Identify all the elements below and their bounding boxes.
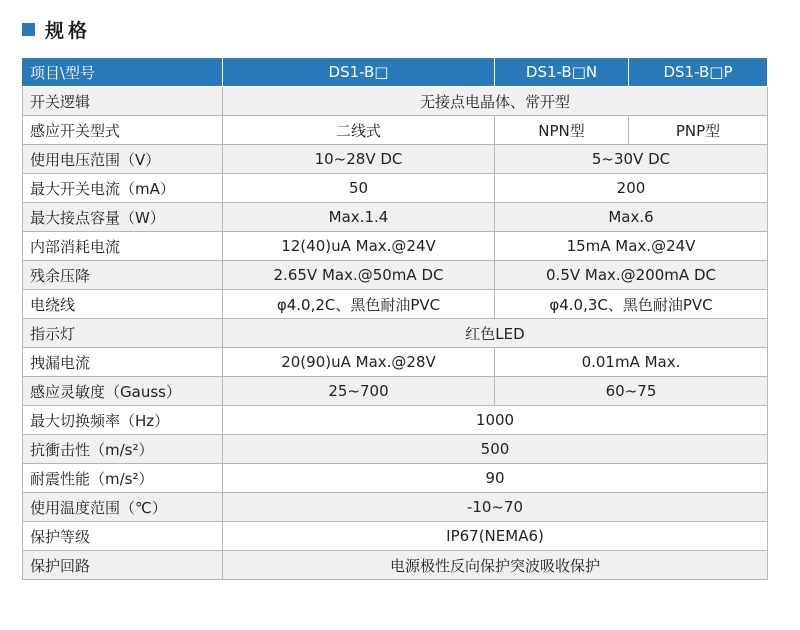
row-label: 感应灵敏度（Gauss）: [23, 377, 223, 406]
row-label: 指示灯: [23, 319, 223, 348]
row-label: 感应开关型式: [23, 116, 223, 145]
section-title: 规格: [45, 19, 92, 42]
row-label: 开关逻辑: [23, 87, 223, 116]
row-value: IP67(NEMA6): [223, 522, 768, 551]
row-label: 最大切换频率（Hz）: [23, 406, 223, 435]
row-label: 耐震性能（m/s²）: [23, 464, 223, 493]
row-value: 25~700: [223, 377, 495, 406]
row-label: 抗衝击性（m/s²）: [23, 435, 223, 464]
row-label: 内部消耗电流: [23, 232, 223, 261]
row-value: 20(90)uA Max.@28V: [223, 348, 495, 377]
row-value: -10~70: [223, 493, 768, 522]
row-label: 保护回路: [23, 551, 223, 580]
row-value: Max.1.4: [223, 203, 495, 232]
row-value: 10~28V DC: [223, 145, 495, 174]
table-row: [23, 290, 768, 319]
title-square-icon: [22, 23, 35, 36]
row-value: 15mA Max.@24V: [495, 232, 768, 261]
table-row: [23, 261, 768, 290]
row-value: 12(40)uA Max.@24V: [223, 232, 495, 261]
row-value: 5~30V DC: [495, 145, 768, 174]
row-value: φ4.0,3C、黑色耐油PVC: [495, 290, 768, 319]
table-row: [23, 319, 768, 348]
row-value: Max.6: [495, 203, 768, 232]
table-row: [23, 145, 768, 174]
table-row: [23, 174, 768, 203]
table-row: [23, 435, 768, 464]
row-label: 保护等级: [23, 522, 223, 551]
row-value: 90: [223, 464, 768, 493]
row-label: 最大开关电流（mA）: [23, 174, 223, 203]
table-row: [23, 232, 768, 261]
table-header-row: [23, 58, 768, 87]
section-header: [22, 14, 91, 44]
header-label: 项目\型号: [23, 58, 223, 87]
spec-table: [22, 57, 768, 580]
row-label: 拽漏电流: [23, 348, 223, 377]
row-label: 电绕线: [23, 290, 223, 319]
header-model-b: DS1-B□: [223, 58, 495, 87]
table-row: [23, 87, 768, 116]
row-value: NPN型: [495, 116, 629, 145]
table-row: [23, 551, 768, 580]
row-label: 最大接点容量（W）: [23, 203, 223, 232]
table-row: [23, 203, 768, 232]
row-value: 电源极性反向保护突波吸收保护: [223, 551, 768, 580]
header-model-bn: DS1-B□N: [495, 58, 629, 87]
row-value: 60~75: [495, 377, 768, 406]
table-row: [23, 348, 768, 377]
row-value: 0.01mA Max.: [495, 348, 768, 377]
row-value: 2.65V Max.@50mA DC: [223, 261, 495, 290]
table-row: [23, 493, 768, 522]
row-value: 200: [495, 174, 768, 203]
table-row: [23, 406, 768, 435]
row-value: PNP型: [629, 116, 768, 145]
table-row: [23, 522, 768, 551]
row-value: 二线式: [223, 116, 495, 145]
row-value: 50: [223, 174, 495, 203]
row-value: 500: [223, 435, 768, 464]
row-label: 残余压降: [23, 261, 223, 290]
row-value: 0.5V Max.@200mA DC: [495, 261, 768, 290]
table-row: [23, 377, 768, 406]
row-value: 红色LED: [223, 319, 768, 348]
row-label: 使用电压范围（V）: [23, 145, 223, 174]
row-value: 1000: [223, 406, 768, 435]
row-label: 使用温度范围（℃）: [23, 493, 223, 522]
row-value: 无接点电晶体、常开型: [223, 87, 768, 116]
table-row: [23, 116, 768, 145]
table-row: [23, 464, 768, 493]
header-model-bp: DS1-B□P: [629, 58, 768, 87]
row-value: φ4.0,2C、黑色耐油PVC: [223, 290, 495, 319]
